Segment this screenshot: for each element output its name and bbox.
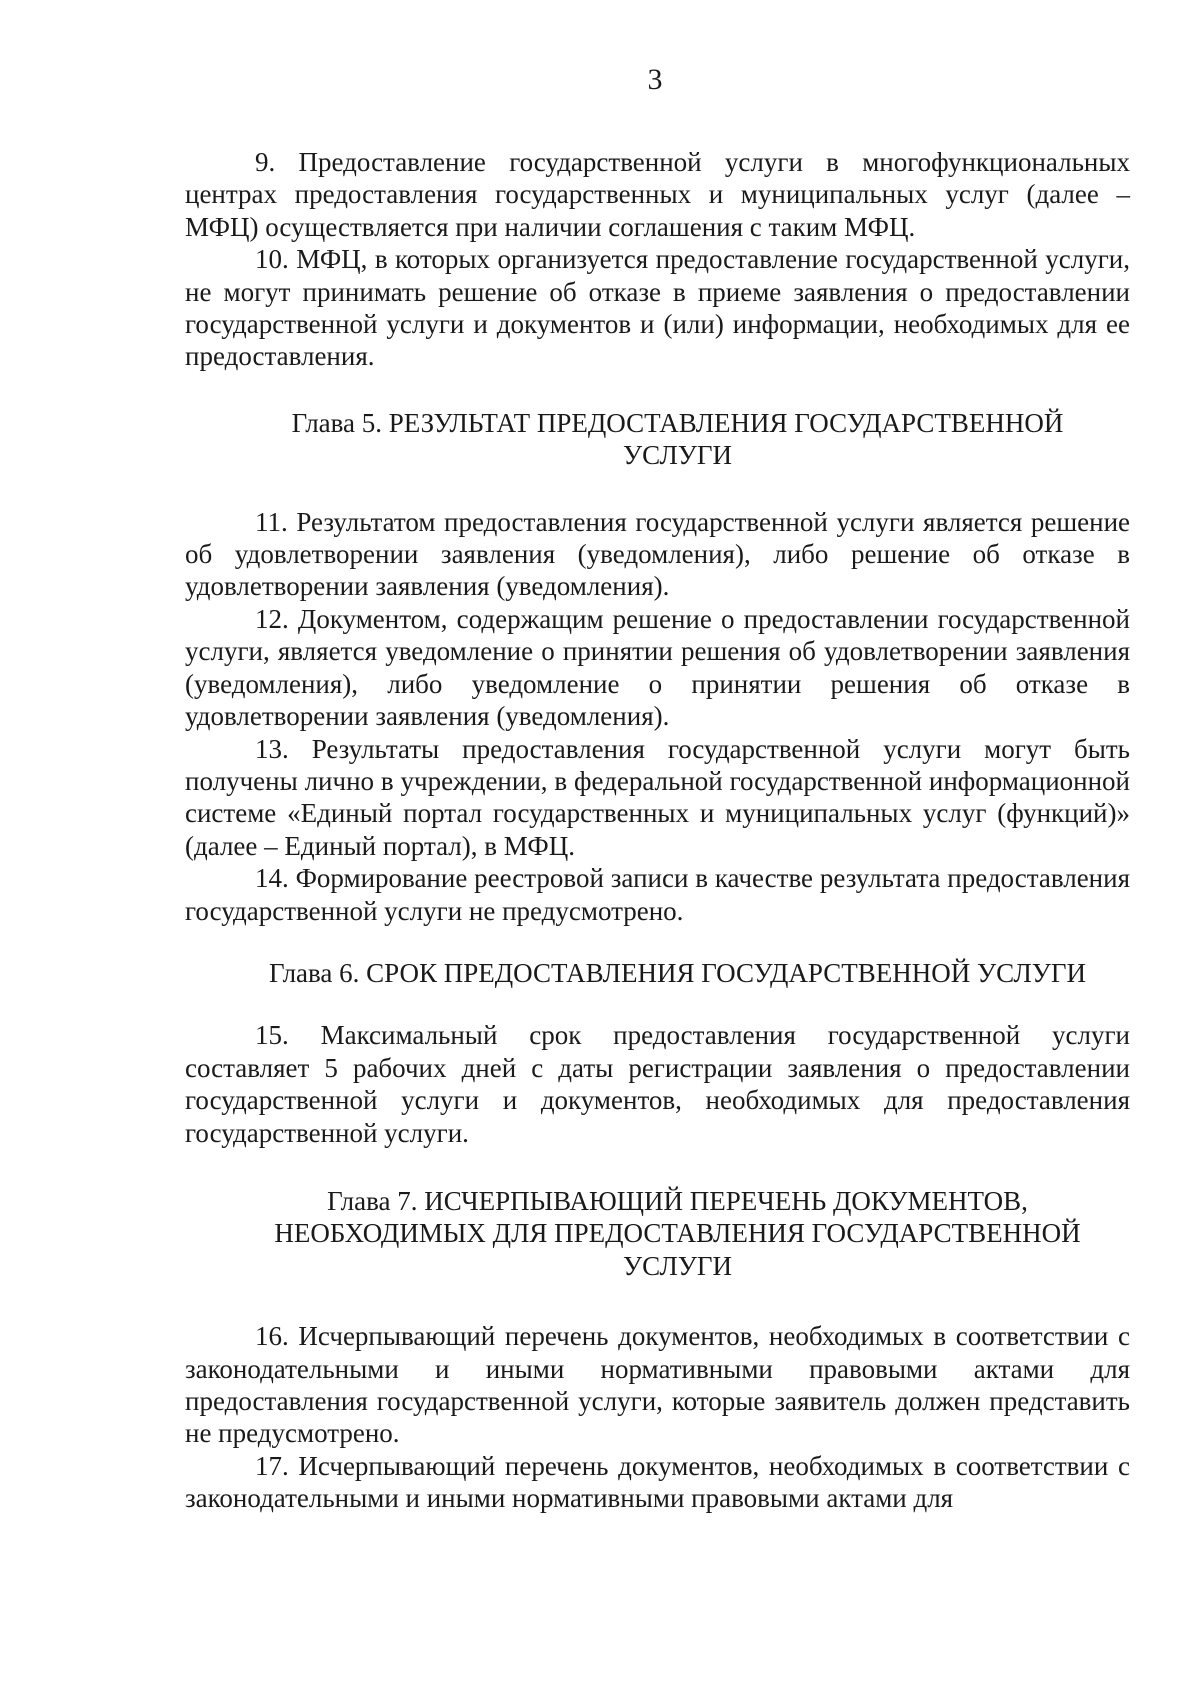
chapter-7-heading-line-3: УСЛУГИ bbox=[623, 1250, 732, 1281]
paragraph-11: 11. Результатом предоставления государственной услуги является решение об удовлетворении заявления (уведомления), либо решение об отказе в удовлетворении заявления (уведомления). bbox=[185, 506, 1130, 602]
chapter-7-heading-line-2: НЕОБХОДИМЫХ ДЛЯ ПРЕДОСТАВЛЕНИЯ ГОСУДАРСТВЕННОЙ bbox=[274, 1218, 1081, 1249]
paragraph-17: 17. Исчерпывающий перечень документов, необходимых в соответствии с законодательными и иными нормативными правовыми актами для bbox=[185, 1450, 1130, 1514]
paragraph-16: 16. Исчерпывающий перечень документов, необходимых в соответствии с законодательными и иными нормативными правовыми актами для предоставления государственной услуги, которые заявитель должен представить не предусмотрено. bbox=[185, 1321, 1130, 1449]
paragraph-9: 9. Предоставление государственной услуги в многофункциональных центрах предоставления государственных и муниципальных услуг (далее – МФЦ) осуществляется при наличии соглашения с таким МФЦ. bbox=[185, 147, 1130, 242]
paragraph-13: 13. Результаты предоставления государственной услуги могут быть получены лично в учреждении, в федеральной государственной информационной системе «Единый портал государственных и муниципальных услуг (функций)» (далее – Единый портал), в МФЦ. bbox=[185, 733, 1130, 861]
paragraph-12: 12. Документом, содержащим решение о предоставлении государственной услуги, является уведомление о принятии решения об удовлетворении заявления (уведомления), либо уведомление о принятии решения об отказе в удовлетворении заявления (уведомления). bbox=[185, 603, 1130, 732]
chapter-6-heading-line-1: Глава 6. СРОК ПРЕДОСТАВЛЕНИЯ ГОСУДАРСТВЕННОЙ УСЛУГИ bbox=[268, 957, 1087, 988]
chapter-7-heading-line-1: Глава 7. ИСЧЕРПЫВАЮЩИЙ ПЕРЕЧЕНЬ ДОКУМЕНТОВ, bbox=[327, 1185, 1028, 1216]
paragraph-14: 14. Формирование реестровой записи в качестве результата предоставления государственной услуги не предусмотрено. bbox=[185, 863, 1130, 926]
paragraph-10: 10. МФЦ, в которых организуется предоставление государственной услуги, не могут принимать решение об отказе в приеме заявления о предоставлении государственной услуги и документов и (или) информации, необходимых для ее предоставления. bbox=[185, 244, 1130, 372]
chapter-5-heading-line-1: Глава 5. РЕЗУЛЬТАТ ПРЕДОСТАВЛЕНИЯ ГОСУДАРСТВЕННОЙ bbox=[291, 407, 1064, 438]
chapter-6-heading bbox=[185, 957, 1130, 989]
chapter-5-heading-line-2: УСЛУГИ bbox=[623, 440, 732, 471]
paragraph-15: 15. Максимальный срок предоставления государственной услуги составляет 5 рабочих дней с даты регистрации заявления о предоставлении государственной услуги и документов, необходимых для предоставления государственной услуги. bbox=[185, 1020, 1130, 1148]
page-number: 3 bbox=[647, 63, 663, 96]
document-body bbox=[185, 146, 1130, 1515]
chapter-5-heading bbox=[185, 407, 1130, 472]
chapter-7-heading bbox=[185, 1185, 1130, 1282]
